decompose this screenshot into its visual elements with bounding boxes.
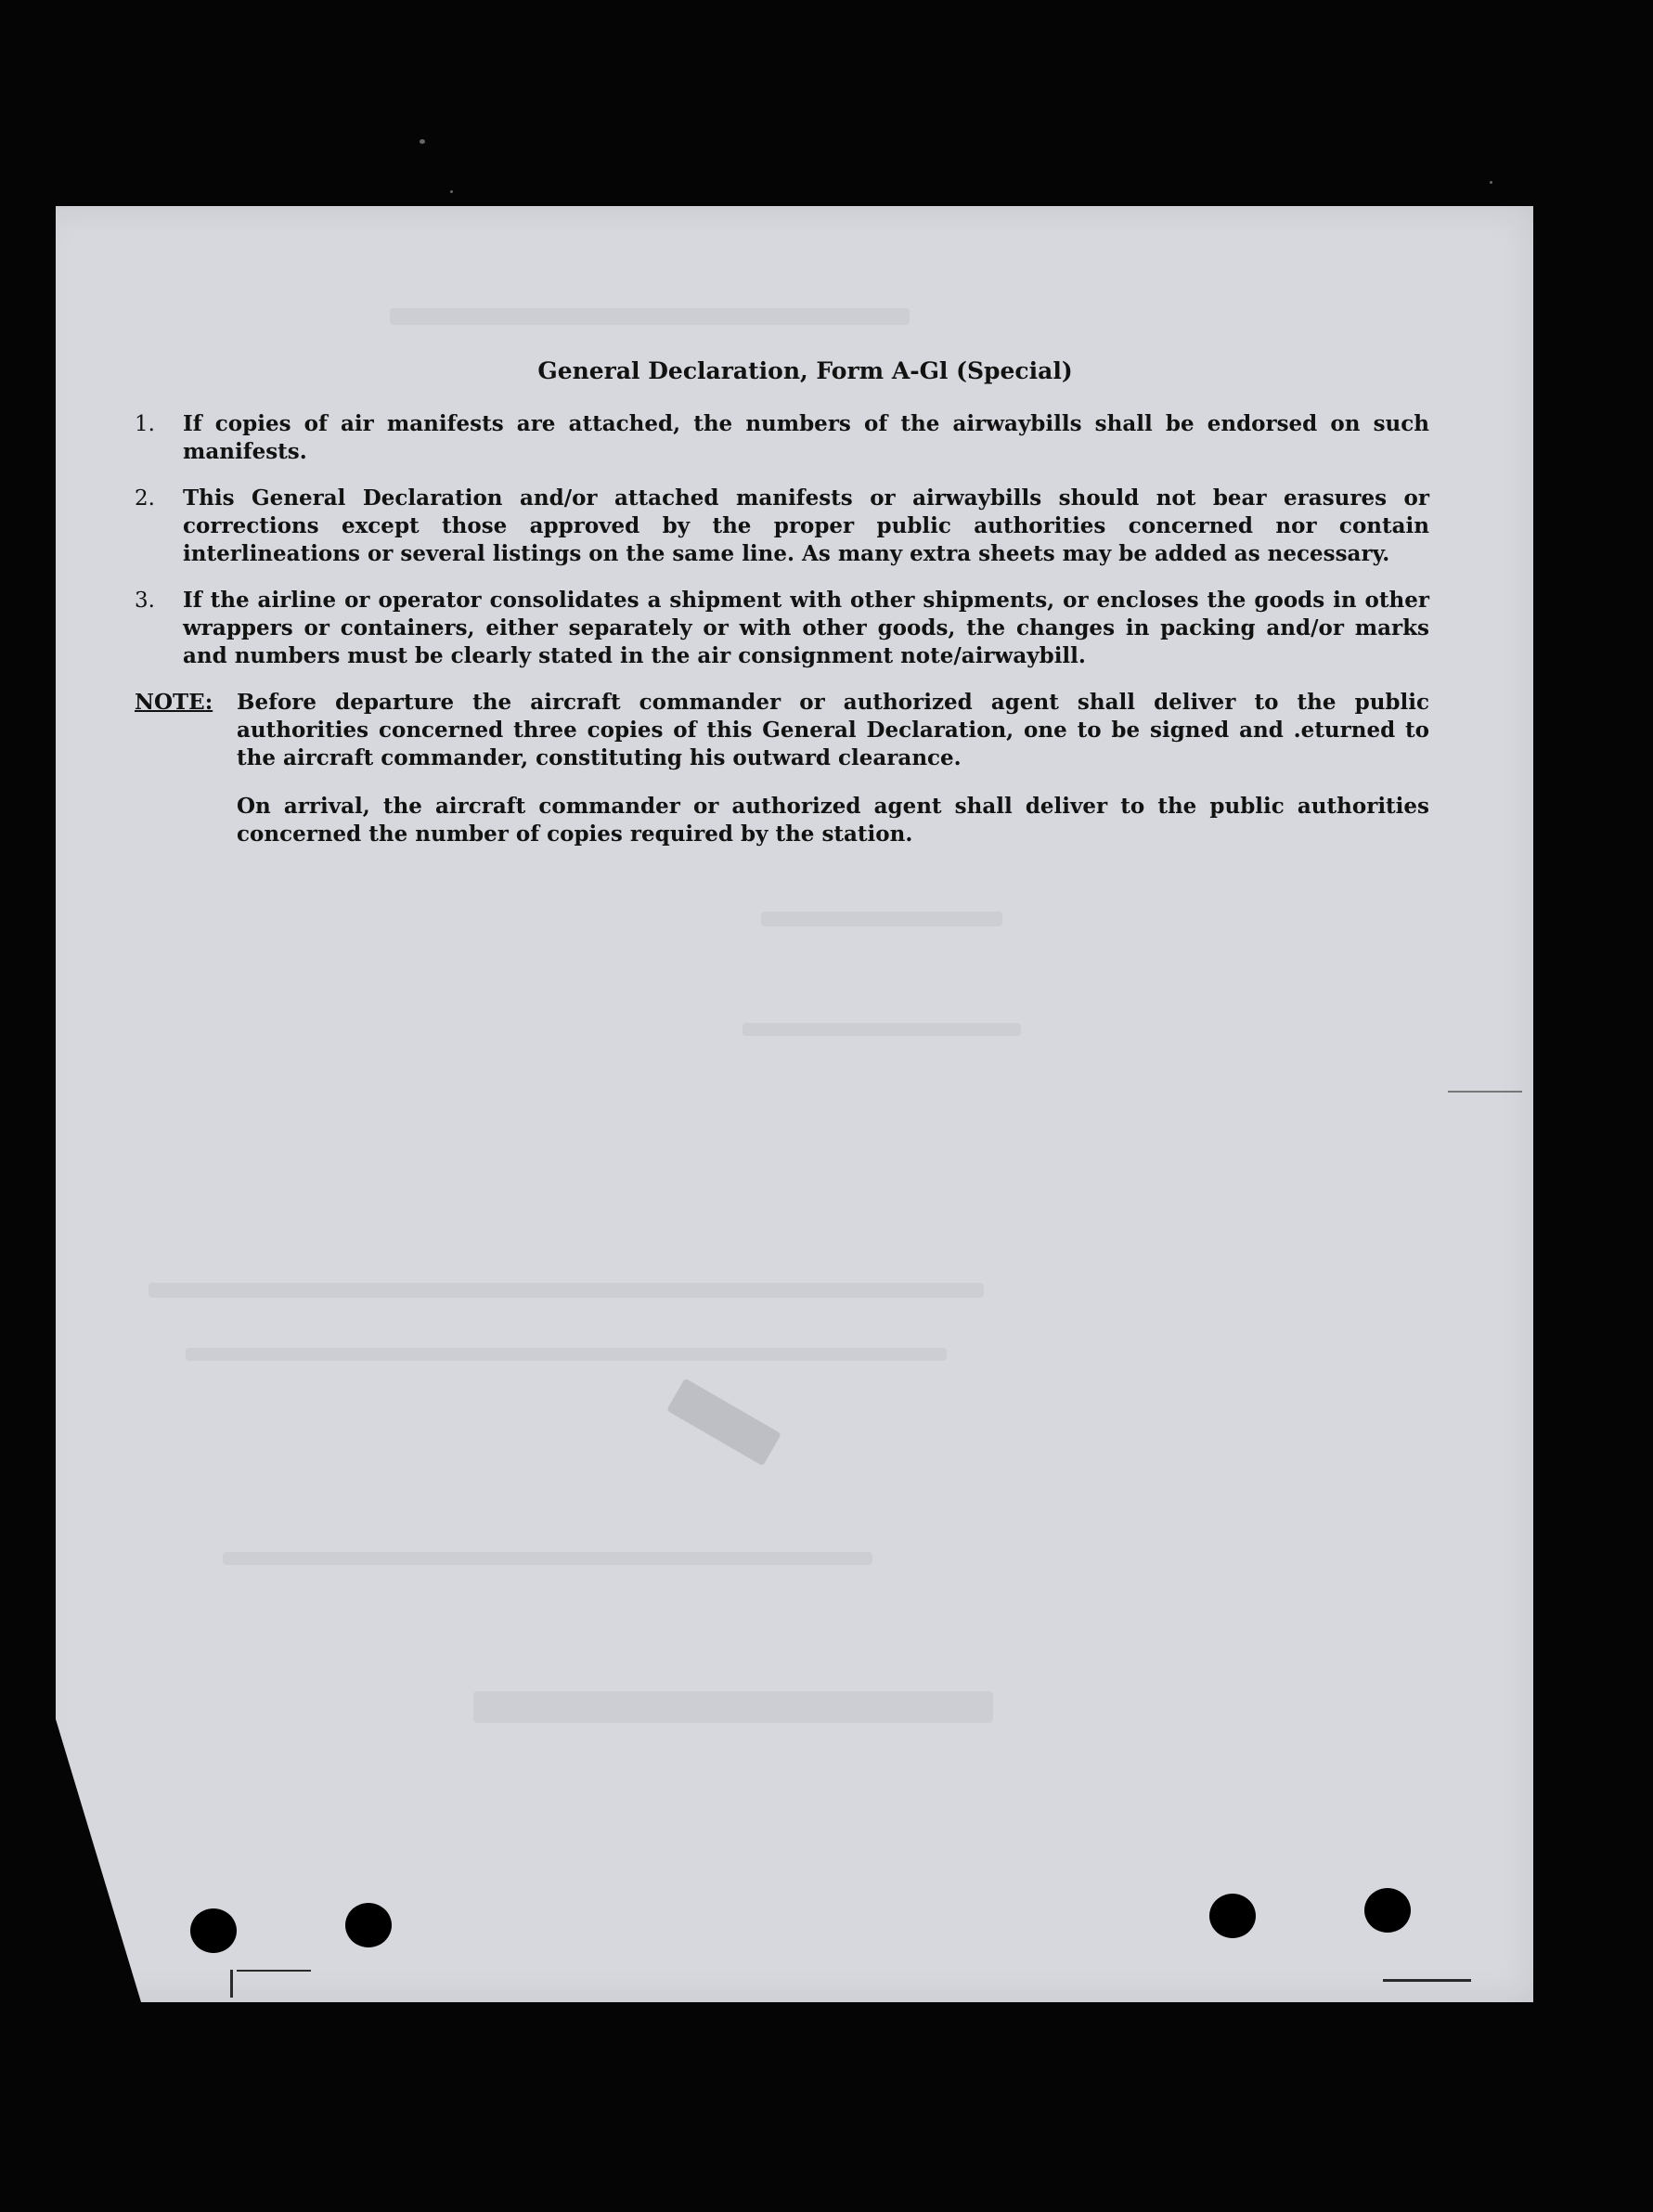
- item-number: 2.: [135, 486, 155, 511]
- item-text: This General Declaration and/or attached manifests or airwaybills should not bear erasures or corrections except those approved by the proper public authorities concerned nor contain interlineations or several listings on the same line. As many extra sheets may be added as necessary.: [183, 485, 1429, 566]
- edge-mark: [237, 1970, 311, 1972]
- item-number: 1.: [135, 412, 155, 436]
- punch-hole: [345, 1903, 392, 1947]
- dust-speck: [450, 190, 453, 193]
- bleed-through-mark: [223, 1552, 872, 1565]
- bleed-through-mark: [149, 1283, 984, 1298]
- note-body: [237, 689, 1429, 869]
- bleed-through-mark: [743, 1023, 1021, 1036]
- item-text: If copies of air manifests are attached, the numbers of the airwaybills shall be endorsed on such manifests.: [183, 411, 1429, 464]
- item-text: If the airline or operator consolidates a shipment with other shipments, or encloses the goods in other wrappers or containers, either separately or with other goods, the changes in packing and/or marks and numbers must be clearly stated in the air consignment note/airwaybill.: [183, 588, 1429, 668]
- item-number: 3.: [135, 589, 155, 613]
- punch-hole: [1209, 1894, 1256, 1938]
- declaration-text-block: [135, 357, 1429, 869]
- dust-speck: [420, 139, 425, 144]
- punch-hole: [190, 1908, 237, 1953]
- bleed-through-mark: [761, 912, 1002, 926]
- note-section: [135, 689, 1429, 869]
- punch-hole: [1364, 1888, 1411, 1933]
- list-item: [135, 410, 1429, 466]
- edge-mark: [1383, 1979, 1471, 1982]
- note-paragraph: On arrival, the aircraft commander or authorized agent shall deliver to the public authorities concerned the number of copies required by the station.: [237, 794, 1429, 847]
- list-item: [135, 587, 1429, 670]
- bleed-through-mark: [390, 308, 910, 325]
- dust-speck: [1490, 181, 1492, 184]
- bleed-through-mark: [473, 1691, 993, 1723]
- edge-mark: [230, 1970, 233, 1998]
- note-paragraph: Before departure the aircraft commander or authorized agent shall deliver to the public authorities concerned three copies of this General Declaration, one to be signed and .eturned to the aircraft commander, constituting his outward clearance.: [237, 690, 1429, 770]
- bleed-through-mark: [666, 1378, 781, 1467]
- document-title: General Declaration, Form A-Gl (Special): [537, 357, 1073, 384]
- list-item: [135, 485, 1429, 568]
- edge-mark: [1448, 1091, 1522, 1093]
- bleed-through-mark: [186, 1348, 947, 1361]
- note-label: NOTE:: [135, 690, 213, 715]
